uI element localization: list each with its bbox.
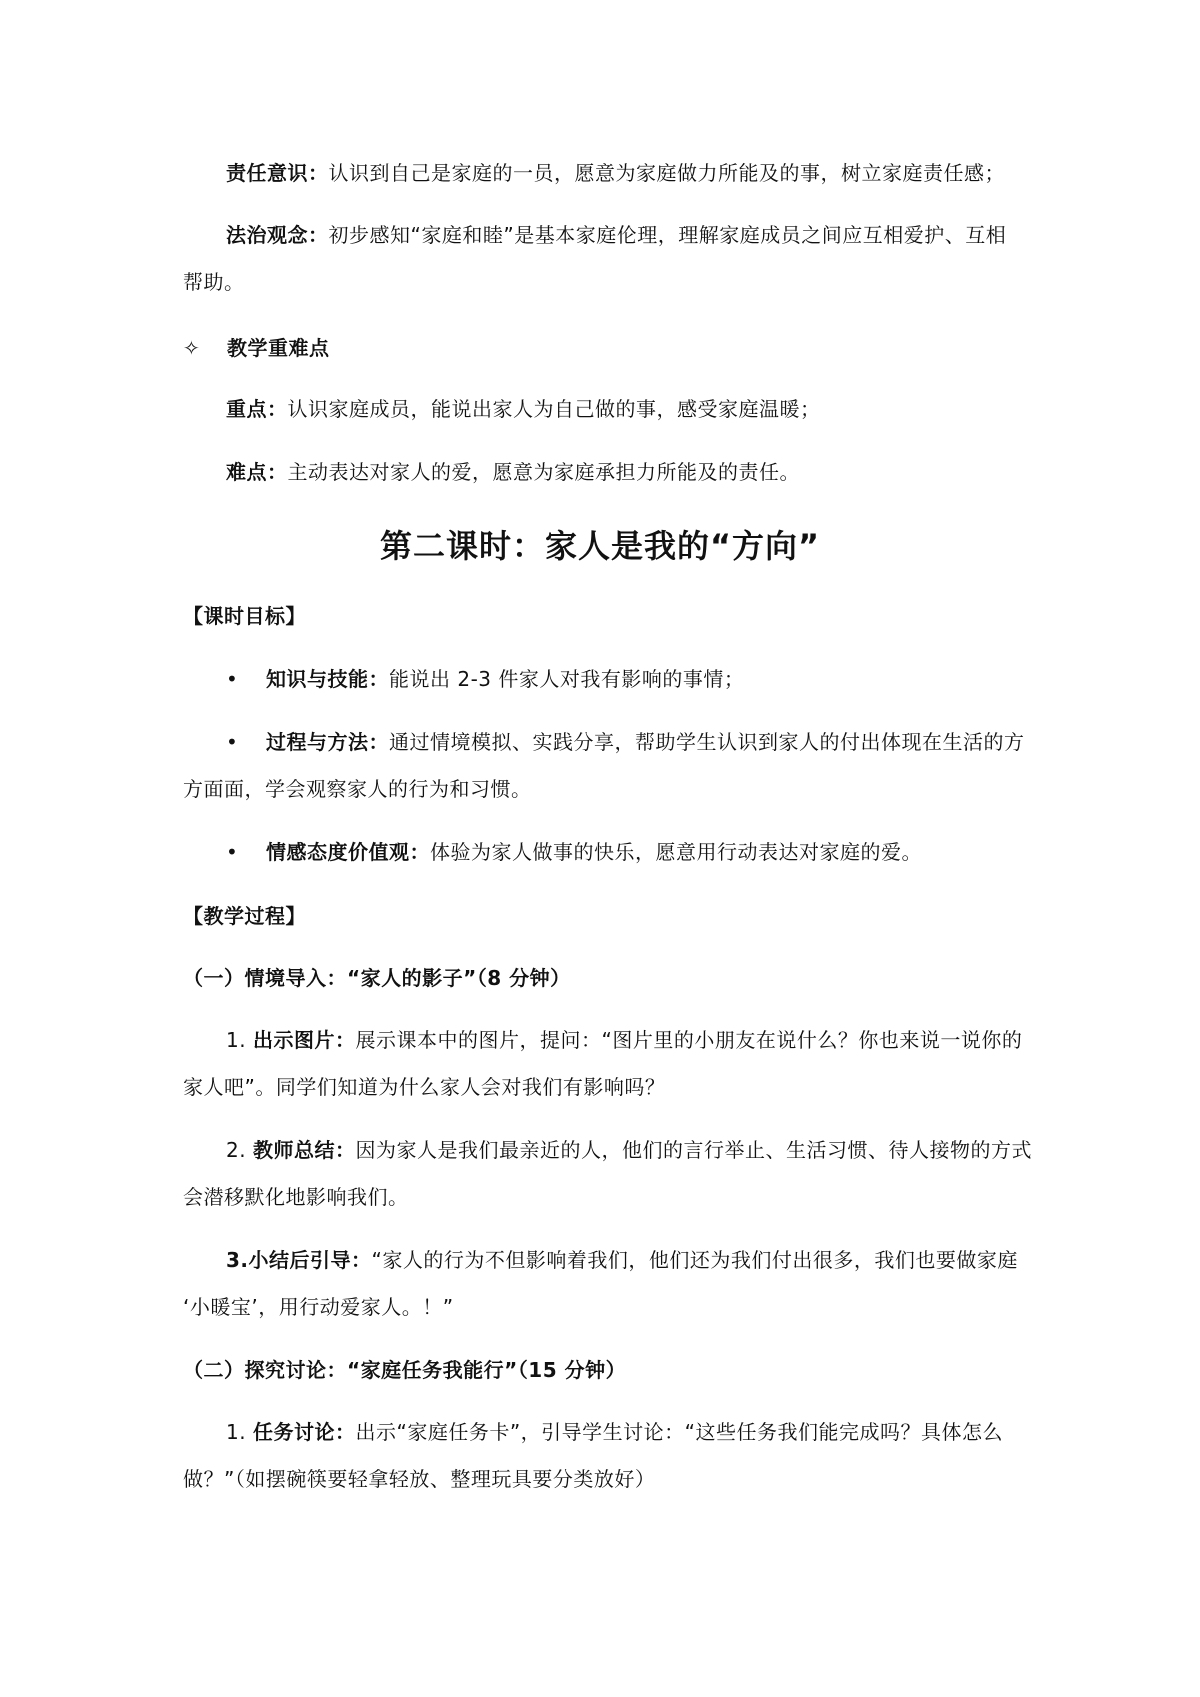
responsibility-label: 责任意识： [226,161,329,185]
step-text: “家人的行为不但影响着我们，他们还为我们付出很多，我们也要做家庭 [371,1248,1018,1272]
objective-item [226,728,1025,756]
step-label: 任务讨论： [252,1420,356,1444]
bullet-icon: • [226,667,239,691]
key-point-label: 重点： [226,397,288,421]
objective-continuation: 方面面，学会观察家人的行为和习惯。 [183,777,532,801]
bullet-icon: • [226,730,239,754]
objective-item [226,665,744,693]
step-number: 1. [226,1028,247,1052]
objective-text: 体验为家人做事的快乐，愿意用行动表达对家庭的爱。 [430,840,922,864]
responsibility-paragraph [226,159,1005,187]
objective-label: 情感态度价值观： [266,840,430,864]
difficult-point-label: 难点： [226,460,288,484]
process-step [226,1418,1003,1446]
key-points-heading [183,334,330,362]
key-point-paragraph [226,395,821,423]
rule-of-law-paragraph [226,221,1006,249]
sparkle-icon: ✧ [183,336,201,360]
objective-label: 知识与技能： [266,667,389,691]
step-label: 小结后引导： [248,1248,372,1272]
objective-item [226,838,922,866]
objective-text: 通过情境模拟、实践分享，帮助学生认识到家人的付出体现在生活的方 [389,730,1025,754]
step-number: 2. [226,1138,247,1162]
objective-text: 能说出 2-3 件家人对我有影响的事情； [389,667,745,691]
step-number: 1. [226,1420,247,1444]
step-number: 3. [226,1248,249,1272]
process-step [226,1026,1022,1054]
rule-of-law-label: 法治观念： [226,223,329,247]
step-text: 展示课本中的图片，提问：“图片里的小朋友在说什么？你也来说一说你的 [355,1028,1023,1052]
step-continuation: 家人吧”。同学们知道为什么家人会对我们有影响吗？ [183,1075,666,1099]
step-label: 出示图片： [252,1028,356,1052]
step-continuation: ‘小暖宝’，用行动爱家人。！” [183,1295,454,1319]
rule-of-law-text: 初步感知“家庭和睦”是基本家庭伦理，理解家庭成员之间应互相爱护、互相 [328,223,1007,247]
step-label: 教师总结： [252,1138,356,1162]
key-point-text: 认识家庭成员，能说出家人为自己做的事，感受家庭温暖； [287,397,821,421]
process-heading: 【教学过程】 [183,904,306,928]
rule-of-law-continuation: 帮助。 [183,270,245,294]
process-step [226,1136,1032,1164]
lesson-title: 第二课时：家人是我的“方向” [379,527,821,565]
part2-heading: （二）探究讨论：“家庭任务我能行”（15 分钟） [183,1358,627,1382]
step-text: 因为家人是我们最亲近的人，他们的言行举止、生活习惯、待人接物的方式 [355,1138,1032,1162]
step-continuation: 做？”（如摆碗筷要轻拿轻放、整理玩具要分类放好） [183,1467,656,1491]
process-step [226,1246,1018,1274]
responsibility-text: 认识到自己是家庭的一员，愿意为家庭做力所能及的事，树立家庭责任感； [328,161,1005,185]
difficult-point-text: 主动表达对家人的爱，愿意为家庭承担力所能及的责任。 [287,460,800,484]
part1-heading: （一）情境导入：“家人的影子”（8 分钟） [183,966,571,990]
key-points-heading-label: 教学重难点 [227,336,330,360]
difficult-point-paragraph [226,458,800,486]
step-continuation: 会潜移默化地影响我们。 [183,1185,409,1209]
objectives-heading: 【课时目标】 [183,604,306,628]
bullet-icon: • [226,840,239,864]
objective-label: 过程与方法： [266,730,389,754]
step-text: 出示“家庭任务卡”，引导学生讨论：“这些任务我们能完成吗？具体怎么 [355,1420,1004,1444]
